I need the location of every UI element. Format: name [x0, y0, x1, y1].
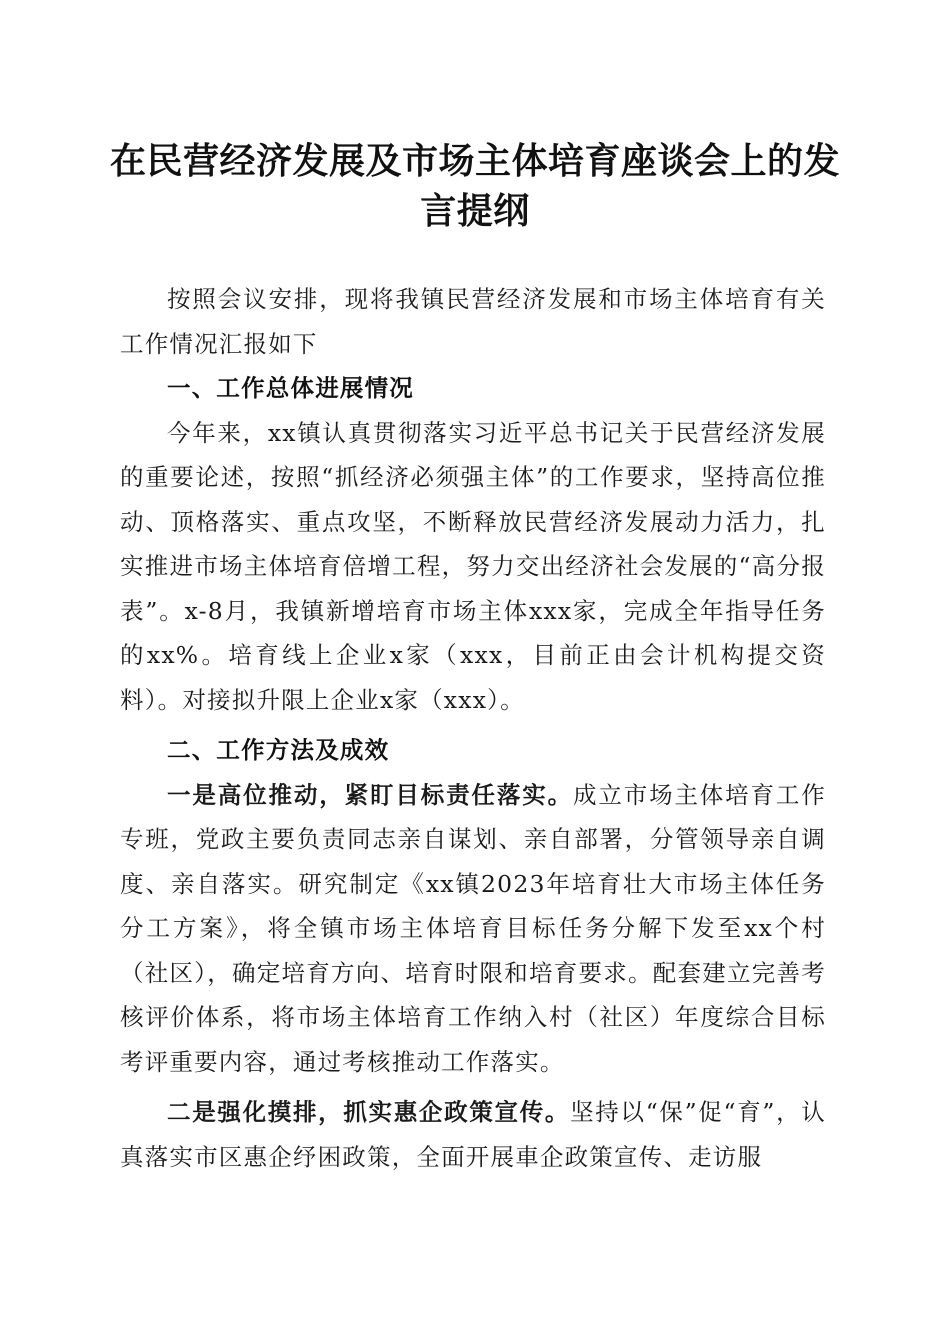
- document-title: 在民营经济发展及市场主体培育座谈会上的发言提纲: [109, 140, 840, 232]
- section-paragraph-progress: 今年来，xx镇认真贯彻落实习近平总书记关于民营经济发展的重要论述，按照“抓经济必须强主体”的工作要求，坚持高位推动、顶格落实、重点攻坚，不断释放民营经济发展动力活力，扎实推进市场主体培育倍增工程，努力交出经济社会发展的“高分报表”。x-8月，我镇新增培育市场主体xxx家，完成全年指导任务的xx%。培育线上企业x家（xxx，目前正由会计机构提交资料）。对接拟升限上企业x家（xxx）。: [120, 418, 826, 714]
- methods-item-1-lead: 一是高位推动，紧盯目标责任落实。: [167, 780, 573, 809]
- document-body: [120, 277, 826, 1179]
- methods-item-2-lead: 二是强化摸排，抓实惠企政策宣传。: [167, 1098, 571, 1126]
- methods-item-1: [120, 773, 826, 1085]
- section-heading-progress: 一、工作总体进展情况: [167, 374, 414, 402]
- methods-item-2: [120, 1090, 826, 1179]
- intro-paragraph: 按照会议安排，现将我镇民营经济发展和市场主体培育有关工作情况汇报如下: [120, 285, 826, 358]
- methods-item-2-text: 坚持以“保”促“育”，认真落实市区惠企纾困政策，全面开展車企政策宣传、走访服: [120, 1098, 826, 1171]
- section-heading-methods: 二、工作方法及成效: [167, 736, 390, 764]
- methods-item-1-text: 成立市场主体培育工作专班，党政主要负责同志亲自谋划、亲自部署，分管领导亲自调度、亲自落实。研究制定《xx镇2023年培育壮大市场主体任务分工方案》，将全镇市场主体培育目标任务分解下发至xx个村（社区），确定培育方向、培育时限和培育要求。配套建立完善考核评价体系，将市场主体培育工作纳入村（社区）年度综合目标考评重要内容，通过考核推动工作落实。: [120, 780, 826, 1076]
